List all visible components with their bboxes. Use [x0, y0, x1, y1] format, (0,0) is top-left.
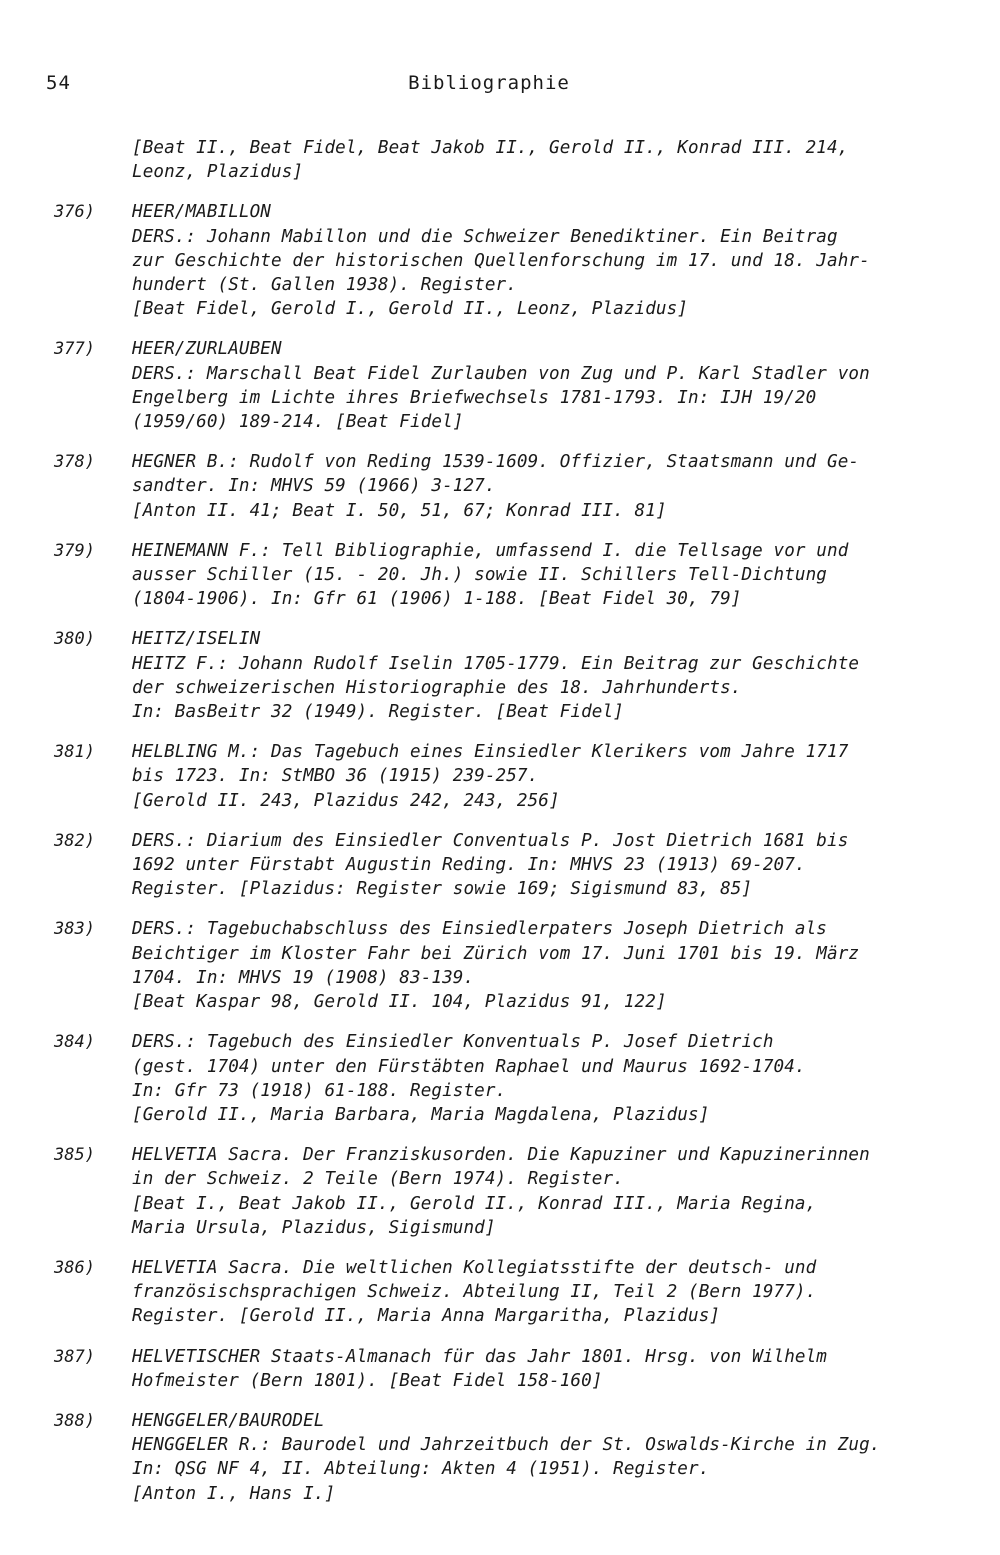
entry-line: DERS.: Tagebuch des Einsiedler Konventuals P. Josef Dietrich — [132, 1032, 774, 1053]
entry-line: HEINEMANN F.: Tell Bibliographie, umfassend I. die Tellsage vor und — [132, 540, 849, 561]
page-number: 54 — [46, 72, 71, 94]
entry-line: HEER/MABILLON — [132, 202, 272, 223]
entry-text — [132, 1256, 982, 1329]
entry-line: französischsprachigen Schweiz. Abteilung II, Teil 2 (Bern 1977). — [132, 1282, 817, 1303]
bibliography-entry — [0, 1409, 1000, 1506]
entry-line: (1959/60) 189-214. [Beat Fidel] — [132, 412, 464, 433]
entry-line: Beichtiger im Kloster Fahr bei Zürich vom 17. Juni 1701 bis 19. März — [132, 943, 860, 964]
entry-number: 376) — [54, 202, 95, 223]
entry-text — [132, 136, 982, 184]
entry-number: 379) — [54, 540, 95, 561]
bibliography-entry — [0, 136, 1000, 184]
entry-line: HELVETIA Sacra. Der Franziskusorden. Die Kapuziner und Kapuzinerinnen — [132, 1145, 870, 1166]
entry-line: [Beat Kaspar 98, Gerold II. 104, Plazidus 91, 122] — [132, 992, 667, 1013]
bibliography-entry — [0, 829, 1000, 902]
entry-text — [132, 829, 982, 902]
entry-text — [132, 337, 982, 434]
entry-line: HENGGELER R.: Baurodel und Jahrzeitbuch der St. Oswalds-Kirche in Zug. — [132, 1435, 881, 1456]
entry-number: 388) — [54, 1410, 95, 1431]
entry-line: [Gerold II. 243, Plazidus 242, 243, 256] — [132, 790, 560, 811]
entry-line: In: Gfr 73 (1918) 61-188. Register. — [132, 1080, 507, 1101]
entry-text — [132, 740, 982, 813]
entry-line: Maria Ursula, Plazidus, Sigismund] — [132, 1217, 496, 1238]
entry-line: der schweizerischen Historiographie des 18. Jahrhunderts. — [132, 677, 742, 698]
entry-line: [Anton I., Hans I.] — [132, 1483, 336, 1504]
bibliography-entry — [0, 450, 1000, 523]
entry-line: Hofmeister (Bern 1801). [Beat Fidel 158-160] — [132, 1370, 603, 1391]
entry-line: HELVETIA Sacra. Die weltlichen Kollegiatsstifte der deutsch- und — [132, 1257, 817, 1278]
entry-line: DERS.: Johann Mabillon und die Schweizer Benediktiner. Ein Beitrag — [132, 226, 838, 247]
entry-text — [132, 917, 982, 1014]
entry-text — [132, 627, 982, 724]
entry-line: zur Geschichte der historischen Quellenforschung im 17. und 18. Jahr- — [132, 250, 870, 271]
bibliography-entry — [0, 539, 1000, 612]
bibliography-list — [0, 136, 1000, 1522]
entry-line: (gest. 1704) unter den Fürstäbten Raphael und Maurus 1692-1704. — [132, 1056, 806, 1077]
entry-number: 380) — [54, 629, 95, 650]
entry-line: (1804-1906). In: Gfr 61 (1906) 1-188. [Beat Fidel 30, 79] — [132, 589, 742, 610]
entry-number: 378) — [54, 452, 95, 473]
entry-text — [132, 1409, 982, 1506]
entry-line: [Anton II. 41; Beat I. 50, 51, 67; Konrad III. 81] — [132, 500, 667, 521]
entry-line: DERS.: Diarium des Einsiedler Conventuals P. Jost Dietrich 1681 bis — [132, 830, 849, 851]
entry-line: [Beat II., Beat Fidel, Beat Jakob II., Gerold II., Konrad III. 214, — [132, 138, 849, 158]
bibliography-entry — [0, 1345, 1000, 1393]
bibliography-entry — [0, 1143, 1000, 1240]
entry-line: ausser Schiller (15. - 20. Jh.) sowie II. Schillers Tell-Dichtung — [132, 565, 828, 586]
entry-text — [132, 1030, 982, 1127]
bibliography-entry — [0, 200, 1000, 321]
entry-text — [132, 1143, 982, 1240]
entry-line: in der Schweiz. 2 Teile (Bern 1974). Register. — [132, 1169, 624, 1190]
entry-line: DERS.: Tagebuchabschluss des Einsiedlerpaters Joseph Dietrich als — [132, 919, 828, 940]
entry-line: Register. [Gerold II., Maria Anna Margaritha, Plazidus] — [132, 1306, 721, 1327]
bibliography-entry — [0, 627, 1000, 724]
entry-number: 387) — [54, 1346, 95, 1367]
entry-line: HEITZ F.: Johann Rudolf Iselin 1705-1779. Ein Beitrag zur Geschichte — [132, 653, 860, 674]
entry-number: 384) — [54, 1032, 95, 1053]
entry-number: 381) — [54, 742, 95, 763]
entry-line: [Beat Fidel, Gerold I., Gerold II., Leonz, Plazidus] — [132, 299, 689, 320]
running-title: Bibliographie — [408, 72, 570, 94]
entry-line: In: QSG NF 4, II. Abteilung: Akten 4 (1951). Register. — [132, 1459, 710, 1480]
entry-line: HENGGELER/BAURODEL — [132, 1410, 325, 1431]
entry-line: sandter. In: MHVS 59 (1966) 3-127. — [132, 476, 496, 497]
entry-line: HEER/ZURLAUBEN — [132, 339, 282, 360]
entry-line: 1704. In: MHVS 19 (1908) 83-139. — [132, 967, 475, 988]
bibliography-entry — [0, 740, 1000, 813]
entry-number: 383) — [54, 919, 95, 940]
entry-text — [132, 200, 982, 321]
bibliography-entry — [0, 1256, 1000, 1329]
entry-text — [132, 1345, 982, 1393]
entry-number: 377) — [54, 339, 95, 360]
bibliography-entry — [0, 337, 1000, 434]
bibliography-entry — [0, 917, 1000, 1014]
entry-number: 382) — [54, 830, 95, 851]
entry-line: DERS.: Marschall Beat Fidel Zurlauben von Zug und P. Karl Stadler von — [132, 363, 870, 384]
entry-line: bis 1723. In: StMBO 36 (1915) 239-257. — [132, 766, 539, 787]
entry-line: HELVETISCHER Staats-Almanach für das Jahr 1801. Hrsg. von Wilhelm — [132, 1346, 828, 1367]
entry-line: HELBLING M.: Das Tagebuch eines Einsiedler Klerikers vom Jahre 1717 — [132, 742, 849, 763]
entry-number: 385) — [54, 1145, 95, 1166]
entry-text — [132, 539, 982, 612]
entry-line: hundert (St. Gallen 1938). Register. — [132, 275, 517, 296]
entry-line: In: BasBeitr 32 (1949). Register. [Beat Fidel] — [132, 702, 624, 723]
entry-line: Engelberg im Lichte ihres Briefwechsels 1781-1793. In: IJH 19/20 — [132, 387, 817, 408]
entry-text — [132, 450, 982, 523]
entry-line: HEITZ/ISELIN — [132, 629, 261, 650]
entry-line: [Gerold II., Maria Barbara, Maria Magdalena, Plazidus] — [132, 1104, 710, 1125]
entry-line: HEGNER B.: Rudolf von Reding 1539-1609. Offizier, Staatsmann und Ge- — [132, 452, 860, 473]
entry-line: Register. [Plazidus: Register sowie 169; Sigismund 83, 85] — [132, 879, 753, 900]
entry-line: Leonz, Plazidus] — [132, 162, 304, 183]
bibliography-entry — [0, 1030, 1000, 1127]
entry-line: [Beat I., Beat Jakob II., Gerold II., Konrad III., Maria Regina, — [132, 1193, 817, 1214]
entry-number: 386) — [54, 1257, 95, 1278]
entry-line: 1692 unter Fürstabt Augustin Reding. In: MHVS 23 (1913) 69-207. — [132, 855, 806, 876]
